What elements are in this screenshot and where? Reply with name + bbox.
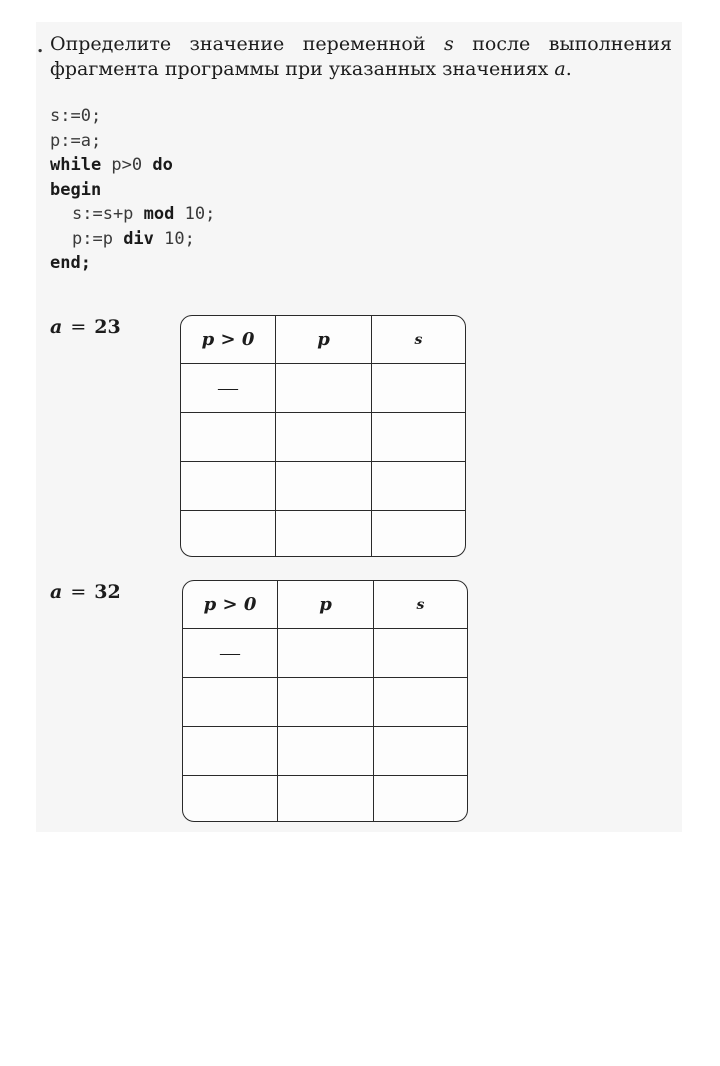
code-line-7: end; [50,253,91,273]
task-statement [50,32,672,82]
table-cell[interactable] [278,629,374,678]
table-header-row [183,581,467,629]
trace-table-2 [182,580,468,822]
case-1-label: a = 23 [50,316,121,338]
table-cell[interactable] [181,462,276,511]
table-cell[interactable]: — [183,629,278,678]
keyword-div: div [123,228,154,249]
table-cell[interactable] [374,727,468,776]
table-cell[interactable] [183,678,278,727]
table-cell[interactable] [181,511,276,558]
keyword-mod: mod [143,204,175,224]
table-cell[interactable] [374,776,468,823]
code-line-6: p:=p div 10; [72,228,195,249]
table-cell[interactable] [181,413,276,462]
header-p: p [278,581,374,629]
keyword-begin: begin [50,179,102,200]
table-cell[interactable] [276,462,372,511]
table-row [181,511,465,558]
table-row [183,678,467,727]
case-2-label: a = 32 [50,581,121,603]
table-row [183,776,467,823]
code-line-4 [50,178,215,203]
table-cell[interactable] [183,776,278,823]
table-cell[interactable] [278,727,374,776]
task-statement-line-2: фрагмента программы при указанных значениях a. [50,58,572,80]
header-s: s [372,316,466,364]
table-cell[interactable] [183,727,278,776]
table-header-row [181,316,465,364]
table-row [181,364,465,413]
code-line-2: p:=a; [50,130,102,151]
keyword-while: while [50,155,102,175]
header-condition: p > 0 [183,581,278,629]
table-cell[interactable] [374,678,468,727]
program-code [50,104,215,276]
keyword-end: end [50,253,81,273]
task-marker: . [37,36,44,57]
table-cell[interactable] [372,511,466,558]
table-cell[interactable] [372,462,466,511]
code-line-3: while p>0 do [50,155,173,175]
code-line-5: s:=s+p mod 10; [72,204,216,224]
header-p: p [276,316,372,364]
table-cell[interactable] [374,629,468,678]
table-cell[interactable]: — [181,364,276,413]
table-row [183,727,467,776]
task-statement-line-1: Определите значение переменной s после выполнения [50,33,672,55]
table-cell[interactable] [276,511,372,558]
table-cell[interactable] [278,776,374,823]
variable-a: a [554,58,566,80]
trace-table-1 [180,315,466,557]
table-cell[interactable] [276,364,372,413]
variable-s: s [444,33,454,55]
header-s: s [374,581,468,629]
table-row [183,629,467,678]
code-line-1: s:=0; [50,106,102,126]
table-row [181,462,465,511]
header-condition: p > 0 [181,316,276,364]
table-cell[interactable] [372,413,466,462]
table-row [181,413,465,462]
table-cell[interactable] [276,413,372,462]
table-cell[interactable] [372,364,466,413]
table-cell[interactable] [278,678,374,727]
keyword-do: do [152,155,173,175]
